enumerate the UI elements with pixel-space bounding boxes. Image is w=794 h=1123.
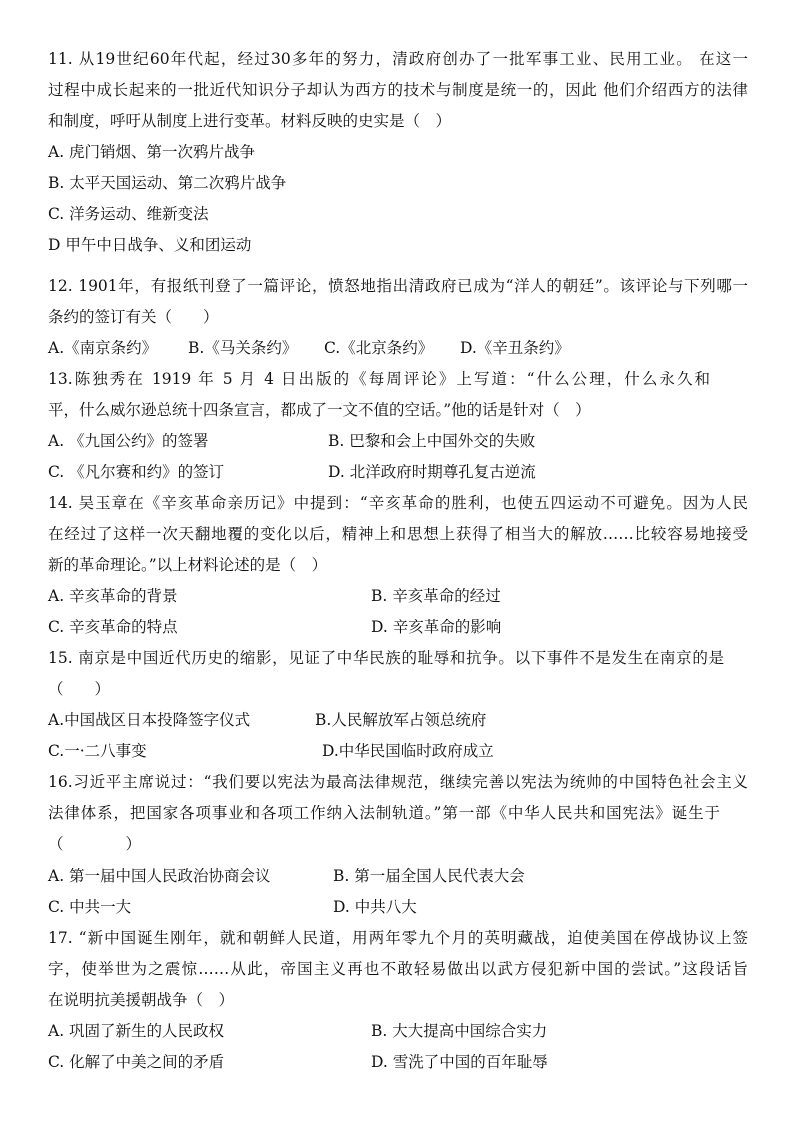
question-stem-line: （ ） — [48, 680, 111, 698]
option-a: A. 《九国公约》的签署 — [48, 432, 209, 450]
options-row — [48, 462, 748, 484]
option-c: C. 中共一大 — [48, 898, 132, 916]
question-stem-line: 13.陈独秀在 1919 年 5 月 4 日出版的《每周评论》上写道：“什么公理，什么永久和 — [48, 370, 710, 388]
options-row — [48, 431, 748, 453]
question-stem-line: 15. 南京是中国近代历史的缩影，见证了中华民族的耻辱和抗争。以下事件不是发生在南京的是 — [48, 649, 724, 667]
question-stem-line: 新的革命理论。”以上材料论述的是（ ） — [48, 556, 328, 574]
question-stem-line: 过程中成长起来的一批近代知识分子却认为西方的技术与制度是统一的，因此 他们介绍西方的法律 — [48, 81, 748, 99]
option-a: A. 辛亥革命的背景 — [48, 587, 178, 605]
question-stem-line: 条约的签订有关（ ） — [48, 308, 219, 326]
option-d: D.中华民国临时政府成立 — [322, 742, 494, 760]
option-d: D. 辛亥革命的影响 — [371, 618, 502, 636]
option-c: C. 辛亥革命的特点 — [48, 618, 178, 636]
question-stem-line: 17. “新中国诞生刚年，就和朝鲜人民道，用两年零九个月的英明藏战，迫使美国在停战协议上签 — [48, 929, 748, 947]
question-stem-line: 法律体系，把国家各项事业和各项工作纳入法制轨道。”第一部《中华人民共和国宪法》诞生于 — [48, 804, 720, 822]
options-row — [48, 866, 748, 888]
option-c: C. 化解了中美之间的矛盾 — [48, 1053, 225, 1071]
option-b: B.人民解放军占领总统府 — [315, 711, 487, 729]
option-c: C.《北京条约》 — [324, 339, 434, 357]
option-c: C. 洋务运动、维新变法 — [48, 205, 209, 223]
question-stem-line: （ ） — [48, 835, 142, 853]
option-b: B. 大大提高中国综合实力 — [371, 1022, 548, 1040]
options-row — [48, 617, 748, 639]
options-row — [48, 710, 748, 732]
option-d: D. 雪洗了中国的百年耻辱 — [371, 1053, 548, 1071]
options-row — [48, 586, 748, 608]
option-a: A. 虎门销烟、第一次鸦片战争 — [48, 143, 256, 161]
option-d: D. 北洋政府时期尊孔复古逆流 — [328, 463, 536, 481]
option-c: C.一·二八事变 — [48, 742, 147, 760]
question-stem-line: 和制度，呼吁从制度上进行变革。材料反映的史实是（ ） — [48, 112, 452, 130]
option-b: B. 太平天国运动、第二次鸦片战争 — [48, 174, 287, 192]
option-b: B.《马关条约》 — [188, 339, 298, 357]
option-a: A.《南京条约》 — [48, 339, 158, 357]
options-row — [48, 338, 748, 360]
options-row — [48, 897, 748, 919]
question-stem-line: 16.习近平主席说过：“我们要以宪法为最高法律规范，继续完善以宪法为统帅的中国特色社会主义 — [48, 773, 748, 791]
question-stem-line: 平，什么威尔逊总统十四条宣言，都成了一文不值的空话。”他的话是针对（ ） — [48, 401, 591, 419]
question-stem-line: 12. 1901年，有报纸刊登了一篇评论，愤怒地指出清政府已成为“洋人的朝廷”。该评论与下列哪一 — [48, 277, 748, 295]
question-stem-line: 在经过了这样一次天翻地覆的变化以后，精神上和思想上获得了相当大的解放……比较容易地接受 — [48, 525, 748, 543]
question-stem-line: 14. 吴玉章在《辛亥革命亲历记》中提到：“辛亥革命的胜利，也使五四运动不可避免。因为人民 — [48, 494, 748, 512]
option-a: A. 第一届中国人民政治协商会议 — [48, 867, 271, 885]
question-stem-line: 11. 从19世纪60年代起，经过30多年的努力，清政府创办了一批军事工业、民用工业。 在这一 — [48, 50, 748, 68]
option-d: D. 中共八大 — [333, 898, 417, 916]
question-stem-line: 在说明抗美援朝战争（ ） — [48, 991, 235, 1009]
options-row — [48, 741, 748, 763]
option-a: A. 巩固了新生的人民政权 — [48, 1022, 225, 1040]
options-row — [48, 1021, 748, 1043]
option-b: B. 辛亥革命的经过 — [371, 587, 501, 605]
option-b: B. 巴黎和会上中国外交的失败 — [328, 432, 536, 450]
option-d: D 甲午中日战争、义和团运动 — [48, 236, 252, 254]
option-b: B. 第一届全国人民代表大会 — [333, 867, 525, 885]
option-c: C. 《凡尔赛和约》的签订 — [48, 463, 225, 481]
option-d: D.《辛丑条约》 — [460, 339, 570, 357]
options-row — [48, 1052, 748, 1074]
option-a: A.中国战区日本投降签字仪式 — [48, 711, 251, 729]
question-stem-line: 字，使举世为之震惊……从此，帝国主义再也不敢轻易做出以武方侵犯新中国的尝试。”这段话旨 — [48, 960, 748, 978]
